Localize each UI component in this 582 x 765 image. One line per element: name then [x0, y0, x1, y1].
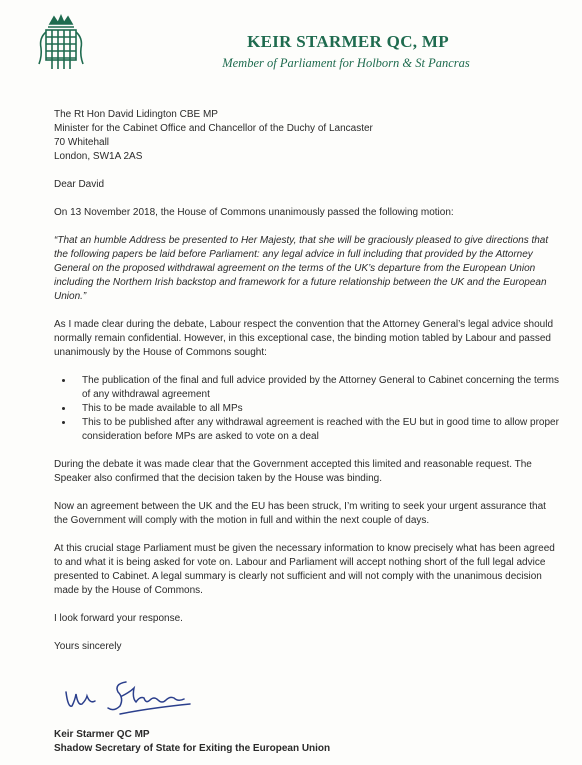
list-item: • The publication of the final and full advice provided by the Attorney General to Cabinet concerning the terms of any withdrawal agreement — [74, 374, 559, 402]
paragraph: At this crucial stage Parliament must be given the necessary information to know precisely what has been agreed to and what it is being asked for vote on. Labour and Parliament will accept nothing short of the full legal advice presented to Cabinet. A legal summary is clearly not sufficient and will not comply with the unanimous decision made by the House of Commons. — [54, 543, 555, 596]
letter-body — [54, 108, 559, 654]
motion-quote: “That an humble Address be presented to Her Majesty, that she will be graciously pleased to give directions that the following papers be laid before Parliament: any legal advice in full including that provided by the Attorney General on the proposed withdrawal agreement on the terms of the UK’s departure from the European Union including the Northern Irish backstop and framework for a future relationship between the UK and the European Union.” — [54, 235, 549, 302]
salutation: Dear David — [54, 179, 105, 190]
paragraph: As I made clear during the debate, Labour respect the convention that the Attorney General’s legal advice should normally remain confidential. However, in this exceptional case, the binding motion tabled by Labour and passed unanimously by the House of Commons sought: — [54, 319, 554, 358]
closing: Yours sincerely — [54, 641, 122, 652]
recipient-line: The Rt Hon David Lidington CBE MP — [54, 109, 218, 120]
paragraph: I look forward your response. — [54, 613, 183, 624]
recipient-address — [54, 108, 559, 164]
letterhead-name: KEIR STARMER QC, MP — [247, 32, 449, 51]
paragraph: Now an agreement between the UK and the EU has been struck, I’m writing to seek your urgent assurance that the Government will comply with the motion in full and within the next couple of days. — [54, 501, 546, 526]
signatory-name: Keir Starmer QC MP — [54, 729, 150, 740]
request-list — [54, 374, 559, 444]
portcullis-icon — [36, 14, 86, 72]
recipient-line: 70 Whitehall — [54, 137, 110, 148]
list-item: • This to be published after any withdrawal agreement is reached with the EU but in good time to allow proper consideration before MPs are asked to vote on a deal — [74, 416, 559, 444]
letterhead-subtitle: Member of Parliament for Holborn & St Pancras — [222, 56, 470, 70]
handwritten-signature — [60, 674, 210, 720]
list-item: • This to be made available to all MPs — [74, 402, 559, 416]
recipient-line: Minister for the Cabinet Office and Chancellor of the Duchy of Lancaster — [54, 123, 373, 134]
signatory-title: Shadow Secretary of State for Exiting the European Union — [54, 743, 331, 754]
paragraph: On 13 November 2018, the House of Commons unanimously passed the following motion: — [54, 207, 454, 218]
recipient-line: London, SW1A 2AS — [54, 151, 143, 162]
paragraph: During the debate it was made clear that the Government accepted this limited and reasonable request. The Speaker also confirmed that the decision taken by the House was binding. — [54, 459, 532, 484]
signatory-block — [54, 728, 330, 756]
